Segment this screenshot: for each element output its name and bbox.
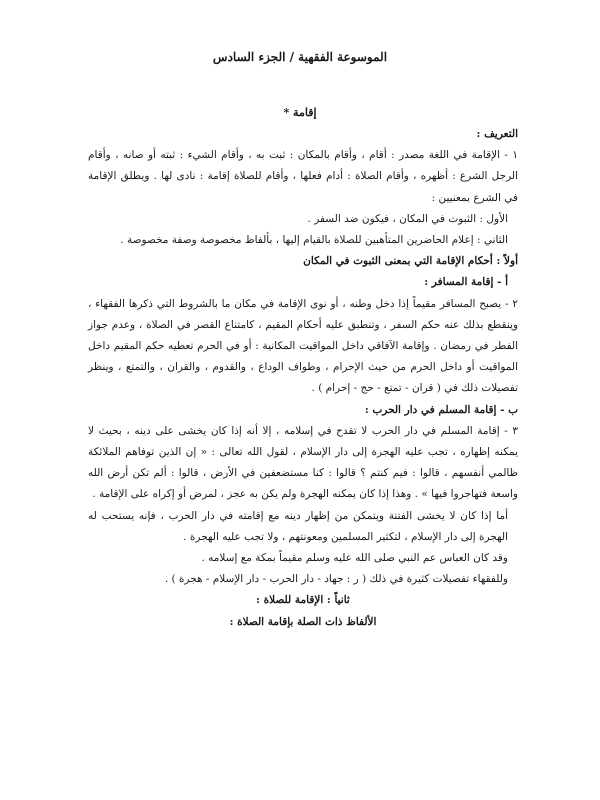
section-title: إقامة * <box>283 106 317 119</box>
subheading-first: أولاً : أحكام الإقامة التي بمعنى الثبوت في المكان <box>303 255 518 268</box>
paragraph-definition-heading: التعريف : <box>476 128 518 140</box>
paragraph-1: ١ - الإقامة في اللغة مصدر : أقام ، وأقام بالمكان : ثبت به ، وأقام الشيء : ثبته أو صانه ، وأقام الرجل الشرع : أظهره ، وأقام الصلاة : أدام فعلها ، وأقام للصلاة إقامة : نادى لها . ويطلق الإقامة في الشرع بمعنيين : <box>88 149 518 204</box>
page-header: الموسوعة الفقهية / الجزء السادس <box>212 50 388 64</box>
paragraph-2: ٢ - يصبح المسافر مقيماً إذا دخل وطنه ، أو نوى الإقامة في مكان ما بالشروط التي ذكرها الفقهاء ، وينقطع بذلك عنه حكم السفر ، وتنطبق عليه أحكام المقيم ، كامتناع القصر في الصلاة ، وعدم جواز الفطر في رمضان . وإقامة الآفاقي داخل المواقيت المكانية : أو في الحرم تعطيه حكم المقيم داخل المواقيت أو داخل الحرم من حيث الإحرام ، وطواف الوداع ، والقدوم ، والقران ، والتمتع ، وينظر تفصيلات ذلك في ( قران - تمتع - حج - إحرام ) . <box>88 297 518 395</box>
paragraph-3c: وقد كان العباس عم النبي صلى الله عليه وسلم مقيماً بمكة مع إسلامه . <box>201 552 508 565</box>
subheading-related-terms: الألفاظ ذات الصلة بإقامة الصلاة : <box>229 615 377 628</box>
paragraph-3: ٣ - إقامة المسلم في دار الحرب لا تقدح في إسلامه ، إلا أنه إذا كان يخشى على دينه ، بحيث لا يمكنه إظهاره ، تجب عليه الهجرة إلى دار الإسلام ، لقول الله تعالى : « إن الذين توفاهم الملائكة ظالمي أنفسهم ، قالوا : فيم كنتم ؟ قالوا : كنا مستضعفين في الأرض ، قالوا : ألم تكن أرض الله واسعة فتهاجروا فيها » . وهذا إذا كان يمكنه الهجرة ولم يكن به عجز ، لمرض أو إكراه على الإقامة . <box>88 424 518 501</box>
paragraph-meaning-first: الأول : الثبوت في المكان ، فيكون ضد السفر . <box>307 212 508 225</box>
subheading-second: ثانياً : الإقامة للصلاة : <box>256 594 350 607</box>
document-body <box>88 124 518 633</box>
subheading-muslim-war: ب - إقامة المسلم في دار الحرب : <box>364 403 518 416</box>
paragraph-meaning-second: الثاني : إعلام الحاضرين المتأهبين للصلاة بالقيام إليها ، بألفاظ مخصوصة وصفة مخصوصة . <box>120 234 508 247</box>
subheading-traveler: أ - إقامة المسافر : <box>424 276 508 289</box>
paragraph-3d: وللفقهاء تفصيلات كثيرة في ذلك ( ر : جهاد - دار الحرب - دار الإسلام - هجرة ) . <box>164 573 508 586</box>
paragraph-3b: أما إذا كان لا يخشى الفتنة ويتمكن من إظهار دينه مع إقامته في دار الحرب ، فإنه يستحب له الهجرة إلى دار الإسلام ، لتكثير المسلمين ومعونتهم ، ولا تجب عليه الهجرة . <box>88 509 508 543</box>
